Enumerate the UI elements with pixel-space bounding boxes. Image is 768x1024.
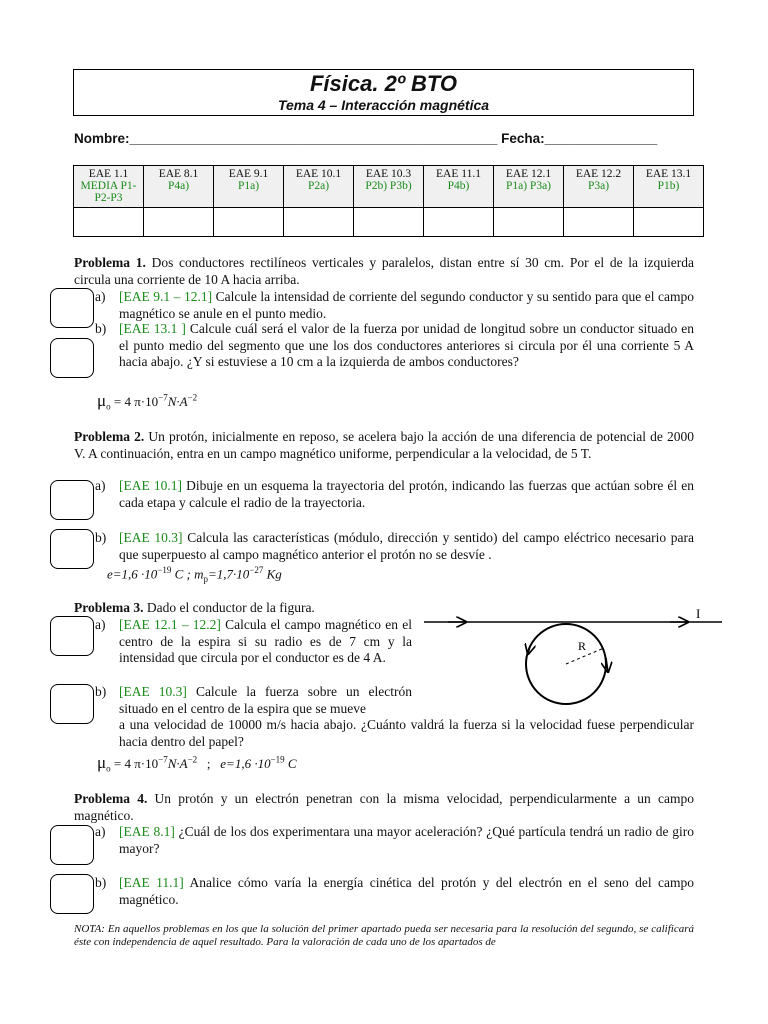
mu-unit-exponent: −2 — [187, 392, 198, 403]
score-box-p2b[interactable] — [50, 529, 94, 569]
e-unit-c: C — [284, 756, 297, 771]
p4b-text-block — [119, 875, 694, 908]
eae-cell — [144, 166, 214, 208]
page-title: Física. 2º BTO — [309, 71, 458, 96]
eae-code: EAE 10.1 — [295, 168, 342, 180]
eae-cell — [74, 166, 144, 208]
title-box — [73, 69, 694, 116]
mu-exponent: −7 — [158, 754, 168, 765]
p3-formula — [97, 753, 297, 774]
eae-score-cell[interactable] — [214, 208, 284, 237]
eae-code: EAE 12.2 — [575, 168, 622, 180]
problem-1-title: Problema 1. — [74, 255, 146, 270]
score-box-p4b[interactable] — [50, 874, 94, 914]
p3a-eae-tag: [EAE 12.1 – 12.2] — [119, 617, 221, 632]
problem-1-intro — [74, 255, 694, 288]
eae-cell — [214, 166, 284, 208]
problem-4-text: Un protón y un electrón penetran con la misma velocidad, perpendicularmente a un campo magnético. — [74, 791, 694, 823]
p1a-eae-tag: [EAE 9.1 – 12.1] — [119, 289, 213, 304]
eae-code: EAE 13.1 — [645, 168, 692, 180]
p2b-text-block — [119, 530, 694, 563]
mp-unit: Kg — [263, 566, 282, 582]
problem-4-intro — [74, 791, 694, 824]
p2b-eae-tag: [EAE 10.3] — [119, 530, 183, 545]
p1-formula — [97, 391, 197, 412]
eae-note: P4a) — [167, 180, 190, 192]
eae-note: P3a) — [587, 180, 610, 192]
eae-note: P1b) — [657, 180, 680, 192]
p3b-label: b) — [95, 684, 107, 699]
eae-code: EAE 12.1 — [505, 168, 552, 180]
equals: = — [110, 756, 125, 771]
score-box-p2a[interactable] — [50, 480, 94, 520]
eae-cell — [634, 166, 704, 208]
eae-cell — [354, 166, 424, 208]
mu-sub: o — [106, 401, 111, 412]
p3b-text-1: Calcule la fuerza sobre un electrón situado en el centro de la espira que se mueve — [119, 684, 413, 716]
mp-exponent: −27 — [249, 565, 264, 575]
problem-4-title: Problema 4. — [74, 791, 148, 806]
grading-note: NOTA: En aquellos problemas en los que la solución del primer apartado pueda ser necesaria para la resolución del segundo, se calificará éste con independencia de aquel resultado. Para la valoración de cada uno de los apartados de — [74, 923, 694, 948]
eae-score-cell[interactable] — [424, 208, 494, 237]
eae-score-cell[interactable] — [144, 208, 214, 237]
wire-loop-figure — [420, 600, 730, 710]
eae-code: EAE 1.1 — [88, 168, 129, 180]
p2a-label: a) — [95, 478, 106, 493]
e-value: e=1,6 ·10 — [107, 566, 158, 582]
radius-label: R — [578, 639, 587, 653]
e-unit: C ; — [171, 566, 195, 582]
eae-score-row — [74, 208, 704, 237]
eae-cell — [564, 166, 634, 208]
eae-note: P1a) P3a) — [505, 180, 552, 192]
p1a-text: Calcule la intensidad de corriente del segundo conductor y su sentido para que el campo magnético se anule en el punto medio. — [119, 289, 695, 321]
mp-symbol: m — [194, 566, 204, 582]
mp-value: =1,7·10 — [208, 566, 250, 582]
eae-score-cell[interactable] — [494, 208, 564, 237]
mu-unit-exponent: −2 — [187, 754, 198, 765]
eae-cell — [494, 166, 564, 208]
mu-value: 4 π·10 — [124, 756, 159, 771]
p4a-text-block — [119, 824, 694, 857]
score-box-p1a[interactable] — [50, 288, 94, 328]
p1b-text-block — [119, 321, 694, 371]
p4b-text: Analice cómo varía la energía cinética del protón y del electrón en el seno del campo magnético. — [119, 875, 695, 907]
current-label: I — [696, 606, 701, 621]
p3a-text: Calcula el campo magnético en el centro de la espira si su radio es de 7 cm y la intensidad que circula por el conductor es de 4 A. — [119, 617, 413, 665]
p2b-label: b) — [95, 530, 107, 545]
eae-code: EAE 9.1 — [228, 168, 269, 180]
eae-score-cell[interactable] — [284, 208, 354, 237]
problem-3-title: Problema 3. — [74, 600, 144, 615]
student-name-date-line: Nombre:_________________________________________________ Fecha:_______________ — [74, 131, 658, 146]
p2a-text: Dibuje en un esquema la trayectoria del protón, indicando las fuerzas que actúan sobre él en cada etapa y calcule el radio de la trayectoria. — [119, 478, 695, 510]
p3b-eae-tag: [EAE 10.3] — [119, 684, 187, 699]
eae-code: EAE 11.1 — [436, 168, 481, 180]
p4b-eae-tag: [EAE 11.1] — [119, 875, 184, 890]
p4a-label: a) — [95, 824, 106, 839]
mu-sub: o — [106, 763, 111, 774]
e-exponent: −19 — [270, 754, 285, 765]
p1b-eae-tag: [EAE 13.1 ] — [119, 321, 186, 336]
p4b-label: b) — [95, 875, 107, 890]
eae-score-cell[interactable] — [354, 208, 424, 237]
score-box-p1b[interactable] — [50, 338, 94, 378]
p1b-text: Calcule cuál será el valor de la fuerza por unidad de longitud sobre un conductor situado en el punto medio del segmento que une los dos conductores anteriores si circula por él una corriente 5 A hacia abajo. ¿Y si estuviese a 10 cm a la izquierda de ambos conductores? — [119, 321, 695, 369]
p1a-label: a) — [95, 289, 106, 304]
mu-symbol: μ — [97, 753, 107, 772]
p2-formula — [107, 565, 282, 584]
eae-cell — [424, 166, 494, 208]
mu-value: 4 π·10 — [124, 394, 159, 409]
eae-note: P2b) P3b) — [365, 180, 412, 192]
eae-note: MEDIA P1-P2-P3 — [80, 180, 137, 204]
eae-table — [73, 165, 704, 237]
eae-code: EAE 10.3 — [365, 168, 412, 180]
eae-score-cell[interactable] — [564, 208, 634, 237]
p4a-eae-tag: [EAE 8.1] — [119, 824, 175, 839]
mu-unit: N·A — [167, 756, 188, 771]
eae-code: EAE 8.1 — [158, 168, 199, 180]
eae-table-header-row — [74, 166, 704, 208]
p1a-text-block — [119, 289, 694, 322]
problem-2-intro — [74, 429, 694, 462]
eae-score-cell[interactable] — [634, 208, 704, 237]
p2a-text-block — [119, 478, 694, 511]
eae-score-cell[interactable] — [74, 208, 144, 237]
score-box-p3a[interactable] — [50, 616, 94, 656]
p3a-label: a) — [95, 617, 106, 632]
p4a-text: ¿Cuál de los dos experimentara una mayor aceleración? ¿Qué partícula tendrá un radio de giro mayor? — [119, 824, 695, 856]
eae-note: P1a) — [237, 180, 260, 192]
mu-exponent: −7 — [158, 392, 168, 403]
score-box-p3b[interactable] — [50, 684, 94, 724]
mp-sub: p — [203, 573, 209, 584]
loop-arrow-left — [528, 646, 530, 654]
eae-note: P4b) — [447, 180, 470, 192]
problem-2-text: Un protón, inicialmente en reposo, se acelera bajo la acción de una diferencia de potencial de 2000 V. A continuación, entra en un campo magnético uniforme, perpendicular a la velocidad, de 5 T. — [74, 429, 694, 461]
p3b-text-block — [119, 684, 412, 717]
e-value: e=1,6 ·10 — [220, 756, 271, 771]
eae-cell — [284, 166, 354, 208]
mu-unit: N·A — [167, 394, 188, 409]
equals: = — [110, 394, 125, 409]
p2a-eae-tag: [EAE 10.1] — [119, 478, 182, 493]
e-exponent: −19 — [157, 565, 172, 575]
problem-1-text: Dos conductores rectilíneos verticales y paralelos, distan entre sí 30 cm. Por el de la izquierda circula una corriente de 10 A hacia arriba. — [74, 255, 694, 287]
p3b-text-continued: a una velocidad de 10000 m/s hacia abajo. ¿Cuánto valdrá la fuerza si la velocidad fuese perpendicular hacia dentro del papel? — [119, 717, 694, 749]
mu-symbol: μ — [97, 391, 107, 410]
score-box-p4a[interactable] — [50, 825, 94, 865]
p2b-text: Calcula las características (módulo, dirección y sentido) del campo eléctrico necesario para que superpuesto al campo magnético anterior el protón no se desvíe . — [119, 530, 694, 562]
p1b-label: b) — [95, 321, 107, 336]
problem-2-title: Problema 2. — [74, 429, 145, 444]
problem-3-intro — [74, 600, 414, 617]
separator: ; — [197, 756, 221, 771]
p3a-text-block — [119, 617, 412, 667]
problem-3-text: Dado el conductor de la figura. — [143, 600, 315, 615]
eae-note: P2a) — [307, 180, 330, 192]
page-subtitle: Tema 4 – Interacción magnética — [277, 97, 490, 113]
